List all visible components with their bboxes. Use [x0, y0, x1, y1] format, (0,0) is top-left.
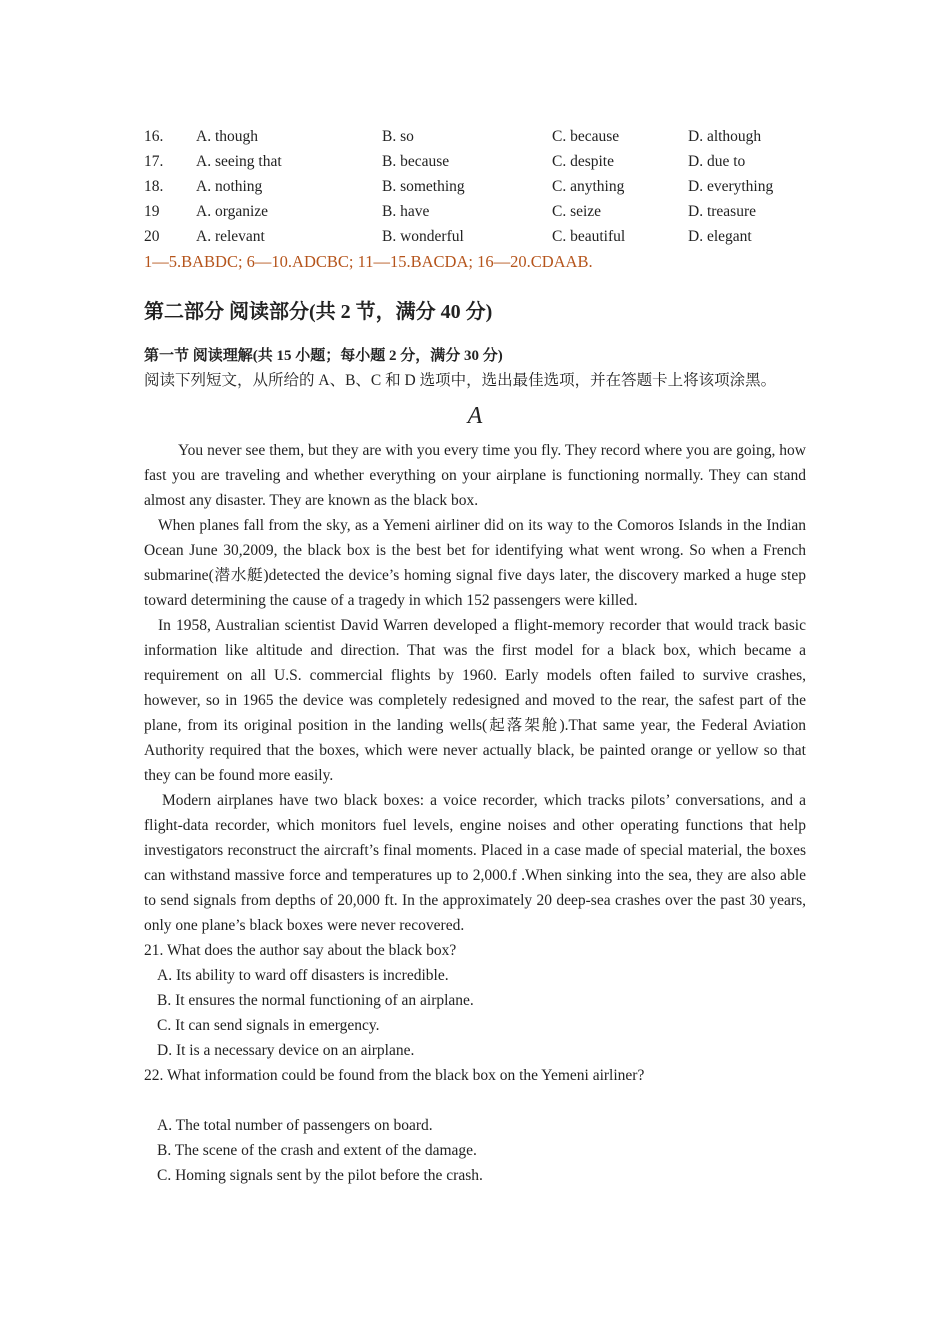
option-row [144, 149, 806, 174]
document-page [144, 124, 806, 1188]
option-a: A. relevant [196, 228, 265, 245]
passage-paragraph: When planes fall from the sky, as a Yemeni airliner did on its way to the Comoros Islands in the Indian Ocean June 30,2009, the black box is the best bet for identifying what went wrong. So when a French submarine(潜水艇)detected the device’s homing signal five days later, the discovery marked a huge step toward determining the cause of a tragedy in which 152 passengers were killed. [144, 517, 806, 609]
answer-option: B. The scene of the crash and extent of the damage. [157, 1142, 477, 1159]
question-number: 20 [144, 228, 160, 245]
option-a: A. seeing that [196, 153, 282, 170]
option-b: B. wonderful [382, 228, 464, 245]
answer-key: 1—5.BABDC; 6—10.ADCBC; 11—15.BACDA; 16—20.CDAAB. [144, 252, 593, 271]
answer-option: C. Homing signals sent by the pilot before the crash. [157, 1167, 483, 1184]
question-number: 18. [144, 178, 164, 195]
option-a: A. nothing [196, 178, 263, 195]
option-d: D. everything [688, 178, 774, 195]
option-b: B. have [382, 203, 430, 220]
option-d: D. treasure [688, 203, 756, 220]
blank-line [144, 1088, 806, 1113]
passage-letter: A [467, 403, 483, 429]
option-c: C. seize [552, 203, 602, 220]
options-table [144, 124, 806, 249]
question-number: 19 [144, 203, 160, 220]
part-title: 第二部分 阅读部分(共 2 节，满分 40 分) [144, 301, 493, 323]
answer-option: D. It is a necessary device on an airplane. [157, 1042, 415, 1059]
answer-option: A. Its ability to ward off disasters is incredible. [157, 967, 449, 984]
answer-option: C. It can send signals in emergency. [157, 1017, 380, 1034]
option-a: A. though [196, 128, 258, 145]
answer-option: B. It ensures the normal functioning of an airplane. [157, 992, 474, 1009]
section-title: 第一节 阅读理解(共 15 小题；每小题 2 分，满分 30 分) [144, 348, 503, 364]
passage-paragraph: Modern airplanes have two black boxes: a voice recorder, which tracks pilots’ conversations, and a flight-data recorder, which monitors fuel levels, engine noises and other operating functions that help investigators reconstruct the aircraft’s final moments. Placed in a case made of special material, the boxes can withstand massive force and temperatures up to 2,000.f .When sinking into the sea, they are also able to send signals from depths of 20,000 ft. In the approximately 20 deep-sea crashes over the past 30 years, only one plane’s black boxes were never recovered. [144, 792, 806, 934]
option-c: C. despite [552, 153, 614, 170]
option-d: D. elegant [688, 228, 752, 245]
option-b: B. so [382, 128, 414, 145]
passage-paragraph: In 1958, Australian scientist David Warren developed a flight-memory recorder that would track basic information like altitude and direction. That was the first model for a black box, which became a requirement on all U.S. commercial flights by 1960. Early models often failed to survive crashes, however, so in 1965 the device was completely redesigned and moved to the rear, the safest part of the plane, from its original position in the landing wells(起落架舱).That same year, the Federal Aviation Authority required that the boxes, which were never actually black, be painted orange or yellow so that they can be found more easily. [144, 617, 806, 784]
passage-paragraph: You never see them, but they are with you every time you fly. They record where you are going, how fast you are traveling and whether everything on your airplane is functioning normally. They can stand almost any disaster. They are known as the black box. [144, 442, 806, 509]
question-stem: 22. What information could be found from the black box on the Yemeni airliner? [144, 1067, 645, 1084]
question-number: 17. [144, 153, 164, 170]
option-a: A. organize [196, 203, 269, 220]
question-22 [144, 1063, 806, 1188]
option-d: D. due to [688, 153, 746, 170]
option-b: B. something [382, 178, 465, 195]
option-row [144, 224, 806, 249]
answer-option: A. The total number of passengers on board. [157, 1117, 433, 1134]
option-c: C. anything [552, 178, 625, 195]
option-row [144, 174, 806, 199]
option-b: B. because [382, 153, 450, 170]
question-stem: 21. What does the author say about the black box? [144, 942, 457, 959]
question-number: 16. [144, 128, 164, 145]
option-row [144, 124, 806, 149]
option-d: D. although [688, 128, 762, 145]
instructions: 阅读下列短文，从所给的 A、B、C 和 D 选项中，选出最佳选项，并在答题卡上将该项涂黑。 [144, 372, 777, 389]
question-21 [144, 938, 806, 1063]
option-row [144, 199, 806, 224]
option-c: C. beautiful [552, 228, 626, 245]
option-c: C. because [552, 128, 620, 145]
